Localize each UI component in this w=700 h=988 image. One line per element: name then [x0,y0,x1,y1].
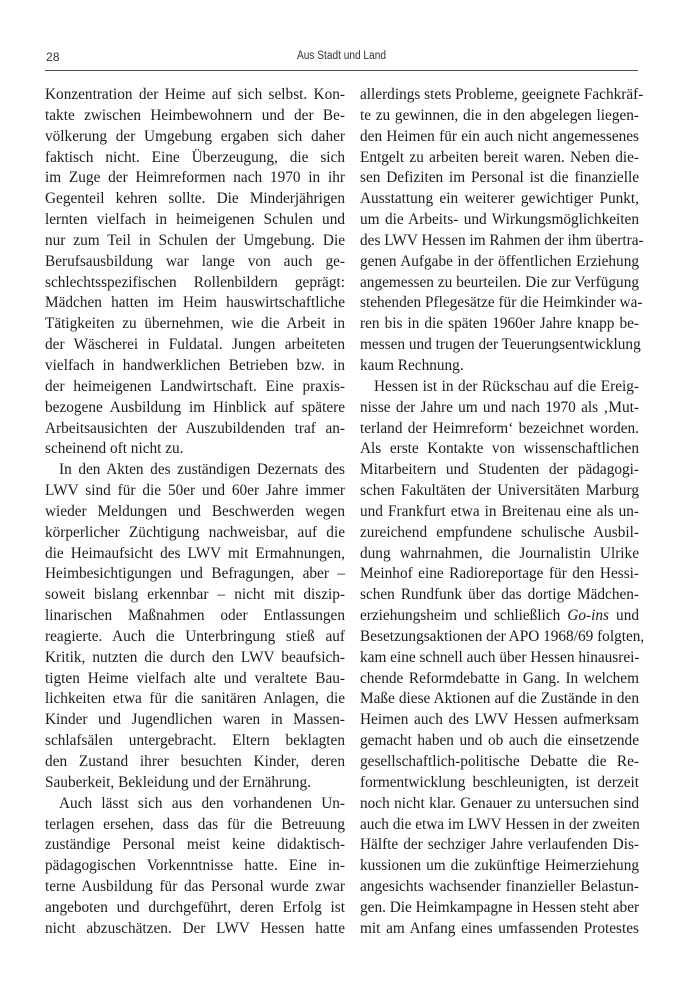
text-line: Mädchen hatten im Heim hauswirtschaftliche [45,294,345,312]
text-line: messen und trugen der Teuerungsentwicklung [360,336,641,354]
left-column [45,85,345,940]
text-line: wieder Meldungen und Beschwerden wegen [45,502,345,520]
text-line: terne Ausbildung für das Personal wurde zwar [45,878,345,896]
text-line: Konzentration der Heime auf sich selbst. Kon- [45,86,345,103]
text-line: angesichts wachsender finanzieller Belastun- [360,878,639,896]
text-line: takte zwischen Heimbewohnern und der Be- [45,106,345,124]
running-head [45,48,638,68]
text-line-with-italic [360,606,639,627]
text-line: die Heimaufsicht des LWV mit Ermahnungen, [45,544,345,562]
text-line: gen. Die Heimkampagne in Hessen steht aber [360,898,640,916]
header-rule [45,70,638,71]
text-line: auch die etwa im LWV Hessen in der zweiten [360,815,640,833]
text-line: im Zuge der Heimreformen nach 1970 in ihr [45,169,345,187]
text-line: soweit bislang erkennbar – nicht mit diszip- [45,586,345,604]
text-line: Arbeitsausichten der Auszubildenden traf an- [45,419,345,437]
text-line: nicht abzuschätzen. Der LWV Hessen hatte [45,919,345,937]
text-line: Tätigkeiten zu übernehmen, wie die Arbeit in [45,315,345,333]
text-line: noch nicht klar. Genauer zu untersuchen sind [360,794,639,812]
text-line: linarischen Maßnahmen oder Entlassungen [45,607,345,625]
text-line: Sauberkeit, Bekleidung und der Ernährung. [45,773,311,791]
text-fragment: und [608,607,639,625]
right-column [360,85,645,940]
text-line: Maße diese Aktionen auf die Zustände in den [360,690,639,708]
paragraph-start-line: Auch lässt sich aus den vorhandenen Un- [59,794,345,812]
text-line: terland der Heimreform‘ bezeichnet worden. [360,419,639,437]
text-line: te zu gewinnen, die in den abgelegen liegen- [360,106,639,124]
text-line: Meinhof eine Radioreportage für den Hessi- [360,565,639,583]
text-line: kussionen um die zukünftige Heimerziehung [360,857,639,875]
text-line: formentwicklung beschleunigten, ist derzeit [360,773,639,791]
text-line: schlechtsspezifischen Rollenbildern geprägt: [45,273,345,291]
text-line: der heimeigenen Landwirtschaft. Eine praxis- [45,377,345,395]
text-line: schlafsälen untergebracht. Eltern beklagten [45,732,345,750]
text-line: terlagen ersehen, dass das für die Betreuung [45,815,345,833]
running-title: Aus Stadt und Land [297,50,386,62]
text-line: Kinder und Jugendlichen waren in Massen- [45,711,345,729]
text-line: faktisch nicht. Eine Überzeugung, die sich [45,148,345,166]
text-line: allerdings stets Probleme, geeignete Fachkräf- [360,86,644,103]
text-line: um die Arbeits- und Wirkungsmöglichkeiten [360,211,639,229]
text-line: kaum Rechnung. [360,356,464,374]
text-line: und Frankfurt etwa in Breitenau eine als un- [360,502,639,520]
text-line: angeboten und durchgeführt, deren Erfolg ist [45,898,345,916]
text-line: scheinend oft nicht zu. [45,440,184,458]
text-line: tigten Heime vielfach alte und veraltete Bau- [45,669,345,687]
text-line: pädagogischen Vorkenntnisse hatte. Eine in- [45,857,345,875]
text-line: lernten vielfach in heimeigenen Schulen und [45,211,345,229]
text-line: nur zum Teil in Schulen der Umgebung. Die [45,231,345,249]
text-line: angemessen zu beurteilen. Die zur Verfügung [360,273,639,291]
text-line: den Zustand ihrer besuchten Kinder, deren [45,753,345,770]
text-line: nisse der Jahre um und nach 1970 als ‚Mut- [360,398,639,416]
italic-term: Go-ins [567,607,609,625]
page-number: 28 [46,50,60,64]
text-line: Kritik, nutzten die durch den LWV beaufsich- [45,648,345,666]
text-line: LWV sind für die 50er und 60er Jahre immer [45,482,345,500]
text-line: völkerung der Umgebung ergaben sich daher [45,127,345,145]
text-line: zuständige Personal meist keine didaktisch- [45,836,345,854]
text-line: genen Aufgabe in der öffentlichen Erziehung [360,252,639,270]
text-line: Gegenteil kehren sollte. Die Minderjährigen [45,190,345,208]
text-line: Als erste Kontakte von wissenschaftlichen [360,440,639,458]
text-line: stehenden Pflegesätze für die Heimkinder wa- [360,294,643,312]
text-line: mit am Anfang eines umfassenden Protestes [360,919,639,937]
text-line: gesellschaftlich-politische Debatte die Re- [360,753,639,770]
text-line: Heimbesichtigungen und Befragungen, aber – [45,565,345,583]
text-line: chende Reformdebatte in Gang. In welchem [360,669,639,687]
text-line: reagierte. Auch die Unterbringung stieß auf [45,627,345,645]
text-line: bezogene Ausbildung im Hinblick auf spätere [45,398,345,416]
text-line: Hälfte der sechziger Jahre verlaufenden Dis- [360,836,639,854]
text-line: schen Fakultäten der Universitäten Marburg [360,482,639,500]
text-fragment: erziehungsheim und schließlich [360,607,568,625]
text-line: Mitarbeitern und Studenten der pädagogi- [360,461,639,479]
text-line: gemacht haben und ob auch die einsetzende [360,732,639,750]
paragraph-start-line: Hessen ist in der Rückschau auf die Ereig- [374,377,639,395]
text-line: Berufsausbildung war lange von auch ge- [45,252,345,270]
text-line: vielfach in handwerklichen Betrieben bzw. in [45,356,345,374]
paragraph-start-line: In den Akten des zuständigen Dezernats des [59,461,345,479]
text-line: sen Defiziten im Personal ist die finanzielle [360,169,639,187]
text-line: Besetzungsaktionen der APO 1968/69 folgten, [360,627,645,645]
text-line: des LWV Hessen im Rahmen der ihm übertra- [360,231,644,249]
text-line: ren bis in die späten 1960er Jahre knapp be- [360,315,639,333]
text-line: der Wäscherei in Fuldatal. Jungen arbeiteten [45,336,345,354]
text-line: Entgelt zu arbeiten bereit waren. Neben die- [360,148,639,166]
text-line: Heimen auch des LWV Hessen aufmerksam [360,711,639,729]
text-line: dung wahrnahmen, die Journalistin Ulrike [360,544,639,562]
text-line: zureichend empfundene schulische Ausbil- [360,523,639,541]
text-line: körperlicher Züchtigung nachweisbar, auf die [45,523,345,541]
text-line: lichkeiten etwa für die sanitären Anlagen, die [45,690,345,708]
text-line: schen Rundfunk über das dortige Mädchen- [360,586,639,604]
text-line: kam eine schnell auch über Hessen hinausrei- [360,648,640,666]
text-line: den Heimen für ein auch nicht angemessenes [360,127,639,145]
text-line: Ausstattung ein weiterer gewichtiger Punkt, [360,190,639,208]
